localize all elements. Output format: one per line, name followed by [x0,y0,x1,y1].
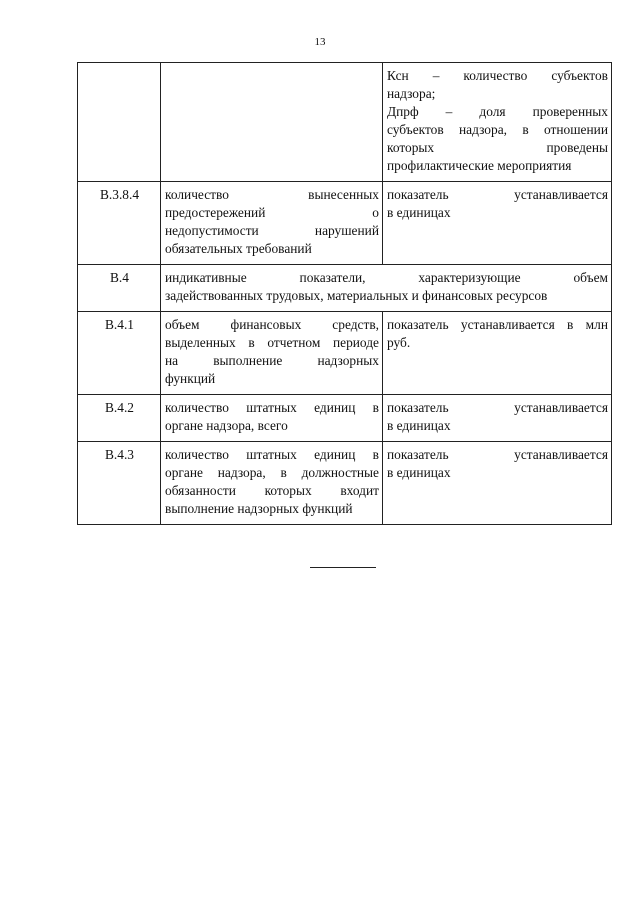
text-line: в единицах [387,205,451,220]
text-line: индикативные показатели, характеризующие объем [165,270,608,285]
text-line: надзора; [387,86,436,101]
table-body [78,63,612,525]
text-line: задействованных трудовых, материальных и финансовых ресурсов [165,288,548,303]
text-line: показатель устанавливается в млн [387,317,608,332]
text-line: объем финансовых средств, [165,317,379,332]
text-line: функций [165,371,216,386]
text-line: показатель устанавливается [387,447,608,462]
description-cell [383,182,612,265]
row-code-cell: В.4 [78,265,161,312]
text-line: показатель устанавливается [387,400,608,415]
text-line: которых проведены [387,140,608,155]
text-line: показатель устанавливается [387,187,608,202]
text-line: Ксн – количество субъектов [387,68,608,83]
text-line: недопустимости нарушений [165,223,379,238]
row-code-cell: В.3.8.4 [78,182,161,265]
text-line: предостережений о [165,205,379,220]
indicator-cell [161,63,383,182]
text-line: обязательных требований [165,241,312,256]
indicators-table [77,62,612,525]
text-line: количество штатных единиц в [165,400,379,415]
text-line: количество вынесенных [165,187,379,202]
indicator-cell [161,182,383,265]
table-row [78,442,612,525]
indicator-cell [161,312,383,395]
text-line: выполнение надзорных функций [165,501,353,516]
indicator-cell [161,442,383,525]
text-line: в единицах [387,465,451,480]
table-row [78,312,612,395]
table-row [78,265,612,312]
table-row [78,395,612,442]
table-row [78,182,612,265]
text-line: обязанности которых входит [165,483,379,498]
text-line: органе надзора, в должностные [165,465,379,480]
row-code-cell: В.4.3 [78,442,161,525]
description-cell [383,312,612,395]
description-cell [383,63,612,182]
description-cell [383,442,612,525]
text-line: выделенных в отчетном периоде [165,335,379,350]
text-line: количество штатных единиц в [165,447,379,462]
indicator-cell [161,395,383,442]
description-cell [383,395,612,442]
row-code-cell: В.4.1 [78,312,161,395]
text-line: Дпрф – доля проверенных [387,104,608,119]
page-number: 13 [314,36,326,48]
text-line: субъектов надзора, в отношении [387,122,608,137]
text-line: руб. [387,335,411,350]
row-code-cell [78,63,161,182]
text-line: профилактические мероприятия [387,158,572,173]
text-line: в единицах [387,418,451,433]
table-row [78,63,612,182]
text-line: на выполнение надзорных [165,353,379,368]
row-code-cell: В.4.2 [78,395,161,442]
end-separator-line [310,567,376,568]
text-line: органе надзора, всего [165,418,288,433]
section-heading-cell [161,265,612,312]
